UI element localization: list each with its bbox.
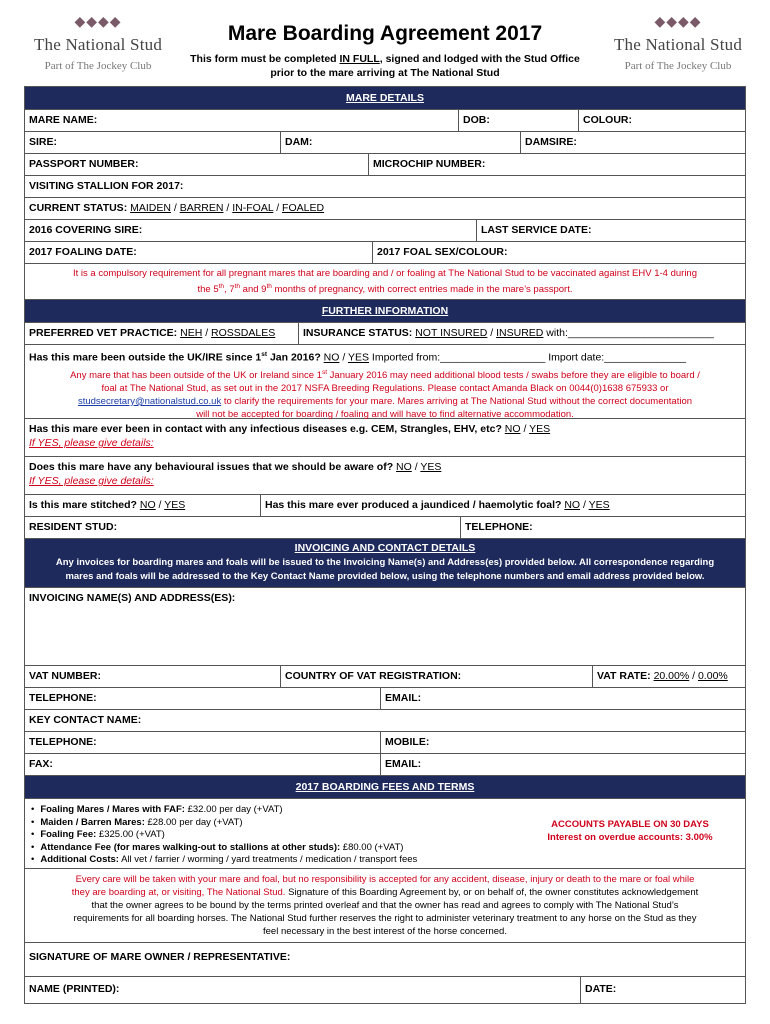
infectious-details-prompt: If YES, please give details: xyxy=(29,437,154,450)
mobile-field[interactable]: MOBILE: xyxy=(385,736,430,749)
logo-name: The National Stud xyxy=(613,35,743,54)
vat-rate-option-0[interactable]: 0.00% xyxy=(697,670,728,683)
section-header-fees: 2017 BOARDING FEES AND TERMS xyxy=(25,776,745,799)
logo-name: The National Stud xyxy=(33,35,163,54)
stitched-option-yes[interactable]: YES xyxy=(164,499,186,512)
list-item: • Attendance Fee (for mares walking-out to stallions at other studs): £80.00 (+VAT) xyxy=(41,842,515,855)
status-option-maiden[interactable]: MAIDEN xyxy=(130,202,171,214)
page-subtitle: This form must be completed IN FULL, signed and lodged with the Stud Office prior to the mare arriving at The National Stud xyxy=(190,53,580,79)
dam-field[interactable]: DAM: xyxy=(281,132,521,153)
passport-number-field[interactable]: PASSPORT NUMBER: xyxy=(25,154,369,175)
fees-and-terms xyxy=(25,799,745,869)
diamonds-icon: ◆◆◆◆ xyxy=(74,15,122,30)
stud-secretary-email-link[interactable]: studsecretary@nationalstud.co.uk xyxy=(77,395,222,407)
list-item: • Maiden / Barren Mares: £28.00 per day (+VAT) xyxy=(41,817,515,830)
infectious-option-yes[interactable]: YES xyxy=(529,423,551,436)
vat-number-field[interactable]: VAT NUMBER: xyxy=(25,666,281,687)
national-stud-logo-right xyxy=(598,14,758,73)
foal-sex-colour-field[interactable]: 2017 FOAL SEX/COLOUR: xyxy=(377,246,508,258)
last-service-date-field[interactable]: LAST SERVICE DATE: xyxy=(481,224,592,236)
owner-signature-field[interactable]: SIGNATURE OF MARE OWNER / REPRESENTATIVE: xyxy=(25,943,745,977)
behaviour-details-prompt: If YES, please give details: xyxy=(29,475,154,488)
status-option-in-foal[interactable]: IN-FOAL xyxy=(232,202,274,214)
jaundiced-foal-field[interactable]: Has this mare ever produced a jaundiced / haemolytic foal? NO / YES xyxy=(265,499,610,512)
invoicing-telephone-field[interactable]: TELEPHONE: xyxy=(25,688,381,709)
diamonds-icon: ◆◆◆◆ xyxy=(654,15,702,30)
ehv-vaccination-note: It is a compulsory requirement for all pregnant mares that are boarding and / or foaling at The National Stud to be vaccinated against EHV 1-4 during the 5th, 7th and 9th months of pregnancy, with correct entries made in the mare’s passport. xyxy=(25,264,745,300)
outside-uk-block[interactable]: Has this mare been outside the UK/IRE since 1st Jan 2016? NO / YES Imported from:__________________ Import date:______________ Any mare that has been outside of the UK or Ireland since 1st January 2016 may need additional blood tests / swabs before they are eligible to board / foal at The National Stud, as set out in the 2017 NSFA Breeding Regulations. Please contact Amanda Black on 0044(0)1638 675933 or studsecretary@nationalstud.co.uk to clarify the requirements for your mare. Mares arriving at The National Stud without the correct documentation will not be accepted for boarding / foaling and will have to find alternative accommodation. xyxy=(25,345,745,419)
behavioural-issues-block[interactable]: Does this mare have any behavioural issues that we should be aware of? NO / YES If YES, please give details: xyxy=(25,457,745,495)
insurance-option-not-insured[interactable]: NOT INSURED xyxy=(415,327,488,340)
list-item: • Additional Costs: All vet / farrier / worming / yard treatments / medication / transport fees xyxy=(41,854,515,867)
status-option-barren[interactable]: BARREN xyxy=(179,202,224,214)
foaling-date-field[interactable]: 2017 FOALING DATE: xyxy=(25,242,373,263)
vat-rate-option-20[interactable]: 20.00% xyxy=(653,670,690,683)
visiting-stallion-field[interactable]: VISITING STALLION FOR 2017: xyxy=(29,180,184,192)
mare-name-field[interactable]: MARE NAME: xyxy=(25,110,459,131)
invoicing-names-field[interactable]: INVOICING NAME(S) AND ADDRESS(ES): xyxy=(25,588,745,666)
agreement-form xyxy=(24,86,746,1004)
behaviour-option-no[interactable]: NO xyxy=(396,461,412,474)
insurance-status-field[interactable]: INSURANCE STATUS: NOT INSURED / INSURED with:_________________________ xyxy=(303,327,714,340)
status-option-foaled[interactable]: FOALED xyxy=(282,202,325,214)
section-header-invoicing: INVOICING AND CONTACT DETAILS Any invoices for boarding mares and foals will be issued to the Invoicing Name(s) and Address(es) provided below. All correspondence regarding mares and foals will be addressed to the Key Contact Name provided below, using the telephone numbers and email address provided below. xyxy=(25,539,745,588)
current-status-field[interactable]: CURRENT STATUS: MAIDEN / BARREN / IN-FOAL / FOALED xyxy=(29,202,325,214)
jaundiced-option-yes[interactable]: YES xyxy=(588,499,610,512)
key-contact-telephone-field[interactable]: TELEPHONE: xyxy=(25,732,381,753)
invoicing-email-field[interactable]: EMAIL: xyxy=(385,692,422,705)
stitched-field[interactable]: Is this mare stitched? NO / YES xyxy=(25,495,261,516)
accounts-payable-note: ACCOUNTS PAYABLE ON 30 DAYS Interest on overdue accounts: 3.00% xyxy=(547,819,713,844)
logo-subtitle: Part of The Jockey Club xyxy=(624,60,732,72)
behaviour-option-yes[interactable]: YES xyxy=(420,461,442,474)
dob-field[interactable]: DOB: xyxy=(459,110,579,131)
damsire-field[interactable]: DAMSIRE: xyxy=(525,136,577,148)
preferred-vet-field[interactable]: PREFERRED VET PRACTICE: NEH / ROSSDALES xyxy=(25,323,299,344)
vet-option-rossdales[interactable]: ROSSDALES xyxy=(211,327,276,340)
resident-telephone-field[interactable]: TELEPHONE: xyxy=(465,521,533,534)
vet-option-neh[interactable]: NEH xyxy=(180,327,203,340)
stitched-option-no[interactable]: NO xyxy=(139,499,156,512)
covering-sire-field[interactable]: 2016 COVERING SIRE: xyxy=(25,220,477,241)
national-stud-logo-left xyxy=(18,14,178,73)
resident-stud-field[interactable]: RESIDENT STUD: xyxy=(25,517,461,538)
colour-field[interactable]: COLOUR: xyxy=(583,114,632,126)
sire-field[interactable]: SIRE: xyxy=(25,132,281,153)
list-item: • Foaling Mares / Mares with FAF: £32.00 per day (+VAT) xyxy=(41,804,515,817)
name-printed-field[interactable]: NAME (PRINTED): xyxy=(25,977,581,1003)
outside-uk-note: Any mare that has been outside of the UK or Ireland since 1st January 2016 may need additional blood tests / swabs before they are eligible to board / foal at The National Stud, as set out in the 2017 NSFA Breeding Regulations. Please contact Amanda Black on 0044(0)1638 675933 or studsecretary@nationalstud.co.uk to clarify the requirements for your mare. Mares arriving at The National Stud without the correct documentation will not be accepted for boarding / foaling and will have to find alternative accommodation. xyxy=(70,368,700,420)
list-item: • Foaling Fee: £325.00 (+VAT) xyxy=(41,829,515,842)
infectious-option-no[interactable]: NO xyxy=(504,423,521,436)
logo-subtitle: Part of The Jockey Club xyxy=(44,60,152,72)
infectious-disease-block[interactable]: Has this mare ever been in contact with any infectious diseases e.g. CEM, Strangles, EHV, etc? NO / YES If YES, please give details: xyxy=(25,419,745,457)
outside-option-yes[interactable]: YES xyxy=(347,351,369,364)
vat-rate-field[interactable]: VAT RATE: 20.00% / 0.00% xyxy=(597,670,728,683)
liability-terms: Every care will be taken with your mare and foal, but no responsibility is accepted for any accident, disease, injury or death to the mare or foal while they are boarding at, or visiting, The National Stud. Signature of this Boarding Agreement by, or on behalf of, the owner constitutes acknowledgement that the owner agrees to be bound by the terms printed overleaf and that the owner has read and agrees to comply with The National Stud’s requirements for all boarding horses. The National Stud further reserves the right to administer veterinary treatment to any horse on the Stud as they feel necessary in the best interest of the horse concerned. xyxy=(25,869,745,943)
insurance-option-insured[interactable]: INSURED xyxy=(496,327,544,340)
microchip-number-field[interactable]: MICROCHIP NUMBER: xyxy=(373,158,486,170)
page-title: Mare Boarding Agreement 2017 xyxy=(227,22,543,45)
country-vat-field[interactable]: COUNTRY OF VAT REGISTRATION: xyxy=(281,666,593,687)
fax-field[interactable]: FAX: xyxy=(25,754,381,775)
section-header-further-information: FURTHER INFORMATION xyxy=(25,300,745,323)
key-contact-name-field[interactable]: KEY CONTACT NAME: xyxy=(29,714,142,727)
outside-option-no[interactable]: NO xyxy=(323,351,340,364)
fees-list xyxy=(25,799,515,868)
key-contact-email-field[interactable]: EMAIL: xyxy=(385,758,422,771)
jaundiced-option-no[interactable]: NO xyxy=(564,499,581,512)
section-header-mare-details: MARE DETAILS xyxy=(25,87,745,110)
date-field[interactable]: DATE: xyxy=(585,983,617,996)
